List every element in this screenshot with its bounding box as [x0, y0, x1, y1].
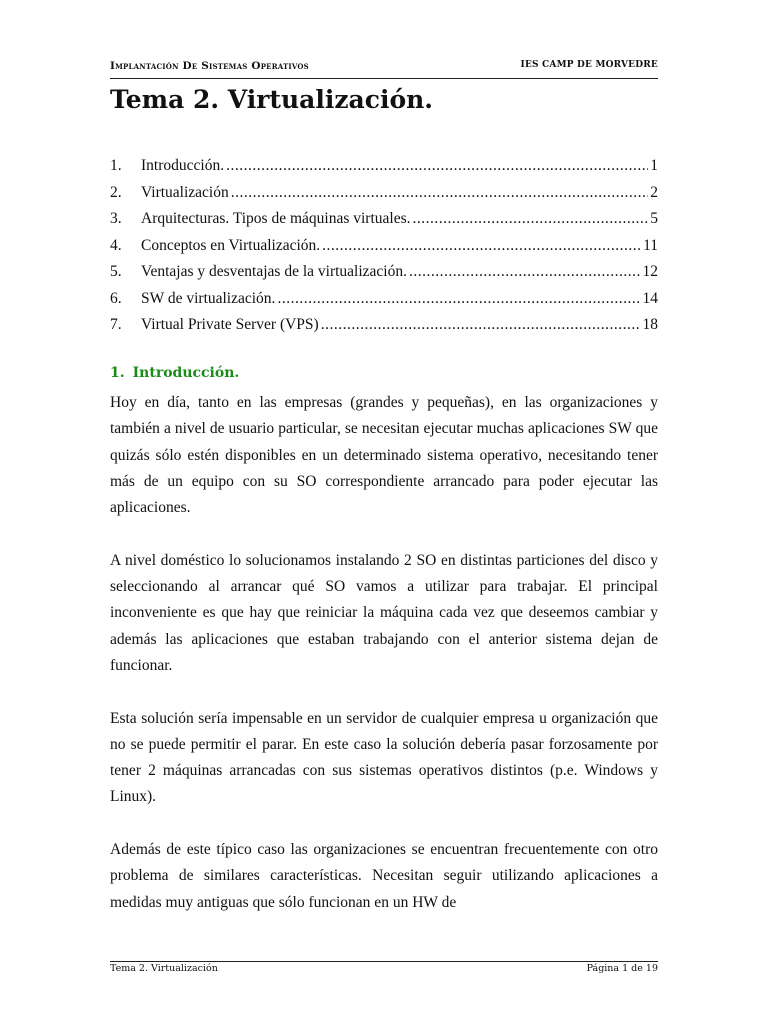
- section-body: [110, 390, 658, 942]
- toc-entry[interactable]: [110, 233, 658, 260]
- page-header: [110, 60, 658, 76]
- toc-entry-page: 12: [642, 263, 658, 280]
- toc-dot-leader: [277, 286, 640, 313]
- toc-entry-number: 4.: [110, 236, 122, 254]
- toc-dot-leader: [231, 180, 649, 207]
- toc-entry[interactable]: [110, 206, 658, 233]
- footer-page-number: Página 1 de 19: [586, 963, 658, 974]
- body-paragraph: A nivel doméstico lo solucionamos instalando 2 SO en distintas particiones del disco y seleccionando al arrancar qué SO vamos a utilizar para trabajar. El principal inconveniente es que hay que reiniciar la máquina cada vez que deseemos cambiar y además las aplicaciones que estaban trabajando con el anterior sistema dejan de funcionar.: [110, 551, 658, 674]
- toc-entry-text: Introducción.: [141, 157, 225, 174]
- toc-entry-number: 5.: [110, 263, 122, 280]
- toc-entry[interactable]: [110, 312, 658, 339]
- footer-doc-title: Tema 2. Virtualización: [110, 963, 218, 974]
- toc-entry-text: Ventajas y desventajas de la virtualización.: [141, 263, 407, 280]
- header-rule: [110, 78, 658, 79]
- toc-entry[interactable]: [110, 259, 658, 286]
- toc-entry[interactable]: [110, 286, 658, 313]
- section-heading: [110, 365, 239, 381]
- toc-entry-number: 1.: [110, 157, 122, 174]
- toc-dot-leader: [409, 259, 641, 286]
- toc-entry-page: 14: [642, 289, 658, 307]
- toc-dot-leader: [413, 206, 649, 233]
- section-number: 1.: [110, 365, 125, 381]
- section-heading-text: Introducción.: [132, 365, 240, 381]
- toc-entry[interactable]: [110, 180, 658, 207]
- document-title: Tema 2. Virtualización.: [110, 85, 434, 114]
- toc-entry-text: Conceptos en Virtualización.: [141, 236, 321, 254]
- toc-entry-text: SW de virtualización.: [141, 289, 276, 307]
- body-paragraph: Hoy en día, tanto en las empresas (grandes y pequeñas), en las organizaciones y también a nivel de usuario particular, se necesitan ejecutar muchas aplicaciones SW que quizás sólo estén disponibles en un determinado sistema operativo, necesitando tener más de un equipo con su SO correspondiente arrancado para poder ejecutar las aplicaciones.: [110, 394, 658, 517]
- header-institution: IES CAMP DE MORVEDRE: [520, 60, 658, 70]
- toc-dot-leader: [322, 233, 641, 260]
- table-of-contents: [110, 153, 658, 339]
- body-paragraph: Además de este típico caso las organizaciones se encuentran frecuentemente con otro problema de similares características. Necesitan seguir utilizando aplicaciones a medidas muy antiguas que sólo funcionan en un HW de: [110, 841, 658, 911]
- toc-entry-number: 3.: [110, 210, 122, 227]
- toc-entry-text: Virtual Private Server (VPS): [141, 316, 319, 333]
- toc-entry-page: 11: [643, 236, 658, 254]
- toc-entry-page: 2: [650, 183, 658, 201]
- toc-entry-page: 1: [650, 157, 658, 174]
- body-paragraph: Esta solución sería impensable en un servidor de cualquier empresa u organización que no se puede permitir el parar. En este caso la solución debería pasar forzosamente por tener 2 máquinas arrancadas con sus sistemas operativos distintos (p.e. Windows y Linux).: [110, 709, 658, 806]
- toc-entry-number: 7.: [110, 316, 122, 333]
- toc-dot-leader: [226, 153, 648, 180]
- toc-entry-text: Virtualización: [141, 183, 229, 201]
- toc-entry[interactable]: [110, 153, 658, 180]
- toc-entry-number: 6.: [110, 289, 122, 307]
- toc-entry-number: 2.: [110, 183, 122, 201]
- toc-entry-page: 5: [650, 210, 658, 227]
- toc-dot-leader: [321, 312, 641, 339]
- toc-entry-page: 18: [642, 316, 658, 333]
- header-course-title: Implantación De Sistemas Operativos: [110, 60, 309, 72]
- footer-rule: [110, 961, 658, 962]
- toc-entry-text: Arquitecturas. Tipos de máquinas virtuales.: [141, 210, 411, 227]
